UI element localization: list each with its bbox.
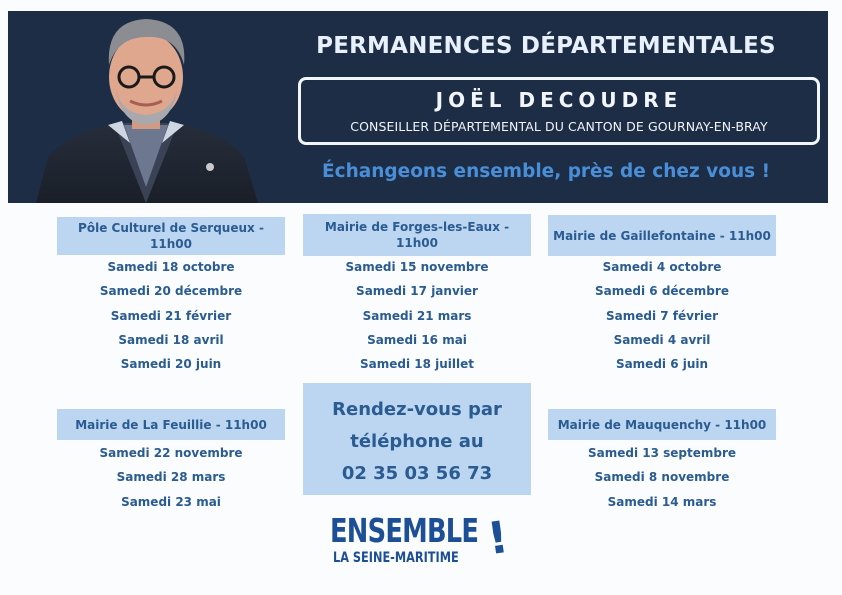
location-title-la-feuillie: Mairie de La Feuillie - 11h00 xyxy=(57,409,285,440)
date-item: Samedi 4 octobre xyxy=(602,260,722,274)
date-item: Samedi 6 décembre xyxy=(595,284,729,299)
name-box xyxy=(298,77,820,145)
date-item: Samedi 7 février xyxy=(605,308,719,323)
date-item: Samedi 17 janvier xyxy=(356,284,478,299)
date-item: Samedi 8 novembre xyxy=(594,470,730,485)
phone-number: 02 35 03 56 73 xyxy=(341,463,493,484)
logo-line1: ENSEMBLE xyxy=(330,511,479,550)
date-item: Samedi 16 mai xyxy=(367,332,467,347)
tagline: Échangeons ensemble, près de chez vous ! xyxy=(321,161,771,182)
location-title-mauquenchy: Mairie de Mauquenchy - 11h00 xyxy=(548,409,776,440)
councillor-name: JOËL DECOUDRE xyxy=(435,88,683,112)
appointment-line1: Rendez-vous par xyxy=(332,399,502,420)
date-item: Samedi 18 juillet xyxy=(359,357,474,372)
ensemble-logo xyxy=(330,512,510,584)
date-item: Samedi 18 octobre xyxy=(107,260,235,274)
logo-exclamation: ! xyxy=(484,511,512,566)
date-item: Samedi 21 mars xyxy=(362,308,472,323)
location-title-forges: Mairie de Forges-les-Eaux - 11h00 xyxy=(303,214,531,256)
location-title-gaillefontaine: Mairie de Gaillefontaine - 11h00 xyxy=(548,215,776,256)
councillor-photo xyxy=(26,11,266,203)
date-item: Samedi 23 mai xyxy=(121,494,221,509)
date-list-la-feuillie xyxy=(57,441,285,514)
date-item: Samedi 4 avril xyxy=(613,332,711,347)
logo-line2: LA SEINE-MARITIME xyxy=(333,550,459,566)
appointment-box xyxy=(303,383,531,495)
date-item: Samedi 28 mars xyxy=(116,470,226,485)
date-list-mauquenchy xyxy=(548,441,776,514)
date-item: Samedi 20 décembre xyxy=(99,284,243,299)
header-banner xyxy=(8,11,828,203)
appointment-line2: téléphone au xyxy=(350,431,484,452)
date-item: Samedi 14 mars xyxy=(607,494,717,509)
date-item: Samedi 18 avril xyxy=(118,332,224,347)
date-item: Samedi 22 novembre xyxy=(99,446,243,460)
page-title: PERMANENCES DÉPARTEMENTALES xyxy=(316,33,776,59)
councillor-role: CONSEILLER DÉPARTEMENTAL DU CANTON DE GOURNAY-EN-BRAY xyxy=(350,119,768,134)
date-item: Samedi 15 novembre xyxy=(345,260,489,274)
date-item: Samedi 6 juin xyxy=(615,357,709,372)
date-item: Samedi 20 juin xyxy=(120,357,222,372)
date-list-serqueux xyxy=(57,255,285,376)
date-item: Samedi 13 septembre xyxy=(587,446,737,460)
date-list-gaillefontaine xyxy=(548,255,776,376)
location-title-serqueux: Pôle Culturel de Serqueux - 11h00 xyxy=(57,217,285,255)
date-list-forges xyxy=(303,255,531,376)
date-item: Samedi 21 février xyxy=(110,308,232,323)
